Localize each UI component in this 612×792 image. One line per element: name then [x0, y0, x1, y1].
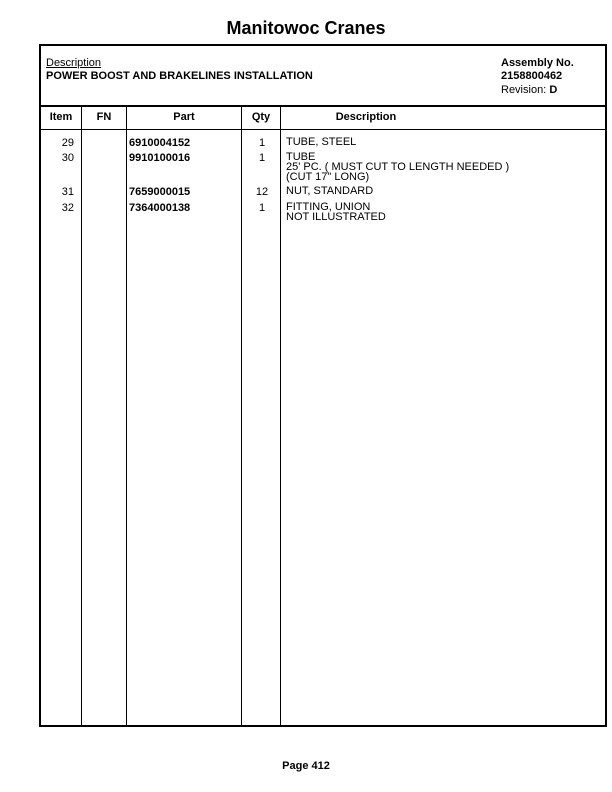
quantity: 1	[258, 137, 266, 149]
item-number: 32	[61, 202, 74, 214]
quantity: 1	[258, 152, 266, 164]
page-number: Page 412	[282, 760, 330, 772]
column-divider	[81, 107, 82, 725]
parts-list-frame	[39, 44, 607, 727]
description-line: TUBE, STEEL	[286, 136, 357, 148]
part-description	[286, 137, 356, 147]
revision	[501, 84, 557, 96]
part-number: 9910100016	[129, 152, 191, 164]
quantity: 1	[258, 202, 266, 214]
description-line: FITTING, UNION	[286, 201, 371, 213]
description-line: 25' PC. ( MUST CUT TO LENGTH NEEDED )	[286, 161, 510, 173]
column-header-qty: Qty	[251, 111, 271, 123]
quantity: 12	[255, 186, 269, 198]
item-number: 31	[61, 186, 74, 198]
description-line: NUT, STANDARD	[286, 185, 374, 197]
item-number: 29	[61, 137, 74, 149]
part-description	[286, 152, 509, 182]
description-line: TUBE	[286, 151, 316, 163]
column-header-description: Description	[335, 111, 397, 123]
column-divider	[126, 107, 127, 725]
part-number: 7659000015	[129, 186, 191, 198]
assembly-number-label: Assembly No.	[501, 57, 574, 69]
part-description	[286, 186, 373, 196]
description-label: Description	[46, 57, 102, 69]
part-number: 7364000138	[129, 202, 191, 214]
column-header-part: Part	[173, 111, 195, 123]
description-line: NOT ILLUSTRATED	[286, 211, 386, 223]
description-line: (CUT 17" LONG)	[286, 171, 370, 183]
column-divider	[241, 107, 242, 725]
part-description	[286, 202, 386, 222]
column-header-item: Item	[49, 111, 73, 123]
column-divider	[280, 107, 281, 725]
assembly-description: POWER BOOST AND BRAKELINES INSTALLATION	[46, 70, 313, 82]
item-number: 30	[61, 152, 74, 164]
part-number: 6910004152	[129, 137, 191, 149]
revision-value: D	[549, 84, 558, 96]
assembly-header	[41, 46, 605, 107]
column-header-fn: FN	[96, 111, 112, 123]
revision-label: Revision:	[501, 84, 547, 96]
company-title: Manitowoc Cranes	[226, 18, 386, 38]
assembly-number: 2158800462	[501, 70, 563, 82]
